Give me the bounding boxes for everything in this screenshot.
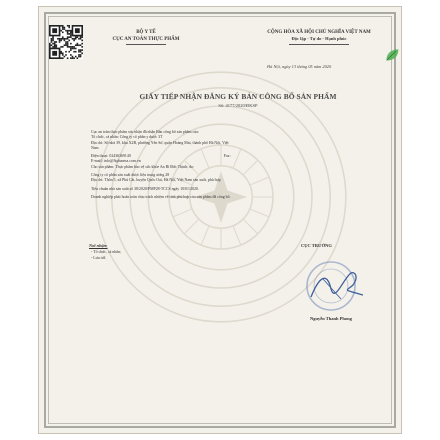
issuer-header	[91, 30, 201, 45]
recipient-item: - Lưu trữ.	[91, 256, 107, 260]
document-body	[91, 130, 386, 200]
motto-underline	[289, 44, 349, 45]
certificate-document	[38, 6, 402, 434]
document-title: GIẤY TIẾP NHẬN ĐĂNG KÝ BẢN CÔNG BỐ SẢN PHẨM	[139, 92, 337, 101]
body-line: Địa chỉ: Số nhà 39, khu X2B, phường Yên Sở, quận Hoàng Mai, thành phố Hà Nội, Việt	[91, 140, 229, 145]
agency-name: CỤC AN TOÀN THỰC PHẨM	[112, 37, 180, 42]
header-underline	[126, 44, 166, 45]
national-header	[249, 30, 389, 45]
body-line: Tiêu chuẩn nhà sản xuất số 38/2020/PMP28-TCCS ngày 10/01/2020.	[91, 186, 199, 191]
ministry-name: BỘ Y TẾ	[136, 30, 156, 35]
body-line: Công ty cổ phần sản xuất dược liệu trung ương 28	[91, 173, 170, 178]
body-line: Cục an toàn thực phẩm xác nhận đã nhận Bản công bố sản phẩm của:	[91, 130, 199, 134]
country-name: CỘNG HÒA XÃ HỘI CHỦ NGHĨA VIỆT NAM	[267, 30, 371, 35]
national-motto: Độc lập - Tự do - Hạnh phúc	[291, 36, 347, 41]
signature-stamp-icon	[301, 259, 371, 314]
body-line: E-mail: info@3tpharma.com.vn	[91, 159, 141, 164]
issue-date: Hà Nội, ngày 13 tháng 05 năm 2020	[267, 64, 332, 69]
recipient-item: - Tổ chức, cá nhân;	[91, 250, 122, 254]
fax-text: Fax:	[223, 154, 231, 159]
recipients-heading: Nơi nhận:	[89, 243, 108, 248]
body-line: Cho sản phẩm: Thực phẩm bảo vệ sức khỏe An Bì Đức Thịnh; do:	[91, 164, 195, 169]
signature-title: CỤC TRƯỞNG	[301, 243, 332, 248]
body-line: Tổ chức, cá nhân: Công ty cổ phần y dược 3T	[91, 135, 163, 140]
body-line: Nam	[91, 145, 99, 150]
document-number: Số: 4177/2020/ĐKSP	[218, 103, 258, 108]
body-line: Địa chỉ: Thôn 5, xã Phú Cát, huyện Quốc Oai, Hà Nội, Việt Nam sản xuất, phù hợp	[91, 178, 221, 183]
signer-name: Nguyễn Thanh Phong	[310, 316, 352, 321]
phone-text: Điện thoại: 02436369140	[91, 154, 131, 159]
leaf-logo-icon	[384, 47, 400, 63]
qr-code-icon	[49, 25, 83, 59]
body-line: Doanh nghiệp phải hoàn toàn chịu trách nhiệm về tính phù hợp của sản phẩm đã công bố.	[91, 194, 231, 199]
